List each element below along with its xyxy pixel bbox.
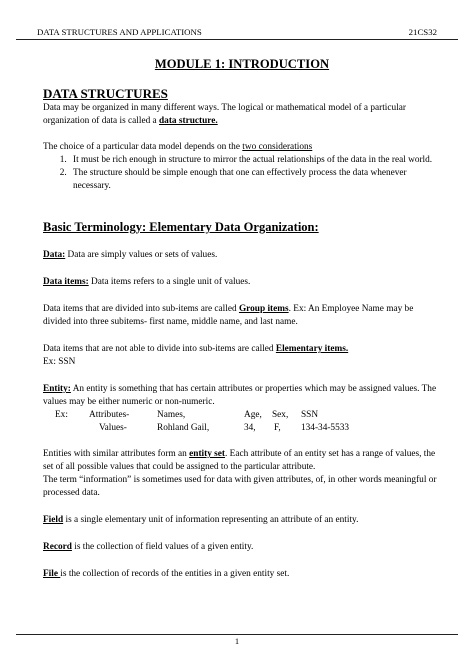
entity-definition: Entity: An entity is something that has certain attributes or properties which may be assigned values. The values may be either numeric or non-numeric. (43, 384, 437, 407)
list-item: 2. The structure should be simple enough that one can effectively process the data whenever necessary. (69, 167, 441, 193)
section-heading-basic-terminology: Basic Terminology: Elementary Data Organization: (43, 220, 319, 234)
term-group-items: Group items (238, 304, 289, 314)
information-paragraph: The term “information” is sometimes used for data with given attributes, of, in other words meaningful or processed data. (43, 475, 437, 498)
ds-definition: Data may be organized in many different ways. The logical or mathematical model of a particular organization of data is called a data structure. (43, 103, 406, 126)
ds-choice-paragraph: The choice of a particular data model depends on the two considerations (43, 142, 313, 152)
footer-rule (16, 634, 458, 635)
considerations-list (43, 154, 441, 193)
list-item: 1. It must be rich enough in structure to mirror the actual relationships of the data in the real world. (69, 154, 441, 167)
term-record: Record (43, 542, 72, 552)
field-definition: Field is a single elementary unit of information representing an attribute of an entity. (43, 515, 359, 525)
file-definition: File is the collection of records of the entities in a given entity set. (43, 569, 290, 579)
term-entity: Entity: (43, 384, 71, 394)
data-items-definition: Data items: Data items refers to a single unit of values. (43, 277, 251, 287)
entity-set-paragraph: Entities with similar attributes form an entity set. Each attribute of an entity set has a range of values, the set of all possible values that could be assigned to the particular attribute. (43, 449, 436, 472)
page-number: 1 (234, 636, 240, 646)
page-content (43, 56, 441, 581)
data-definition: Data: Data are simply values or sets of values. (43, 250, 218, 260)
record-definition: Record is the collection of field values of a given entity. (43, 542, 254, 552)
section-heading-data-structures: DATA STRUCTURES (43, 86, 168, 101)
entity-example: Ex: Attributes- Names, Age, Sex, SSN Values- Rohland Gail, 34, F, 134-34-5533 (55, 410, 350, 433)
term-elementary-items: Elementary items. (275, 344, 349, 354)
course-code: 21CS32 (408, 27, 437, 37)
term-data: Data: (43, 250, 66, 260)
course-title: DATA STRUCTURES AND APPLICATIONS (37, 27, 202, 37)
module-title: MODULE 1: INTRODUCTION (154, 57, 330, 71)
term-field: Field (43, 515, 64, 525)
header-rule (16, 39, 458, 40)
term-data-items: Data items: (43, 277, 89, 287)
two-considerations: two considerations (242, 142, 313, 152)
term-file: File (43, 569, 61, 579)
elementary-items-paragraph: Data items that are not able to divide into sub-items are called Elementary items. Ex: SSN (43, 344, 349, 367)
term-entity-set: entity set (189, 449, 226, 459)
term-data-structure: data structure. (159, 116, 218, 126)
group-items-paragraph: Data items that are divided into sub-items are called Group items. Ex: An Employee Name may be divided into three subitems- first name, middle name, and last name. (43, 304, 414, 327)
